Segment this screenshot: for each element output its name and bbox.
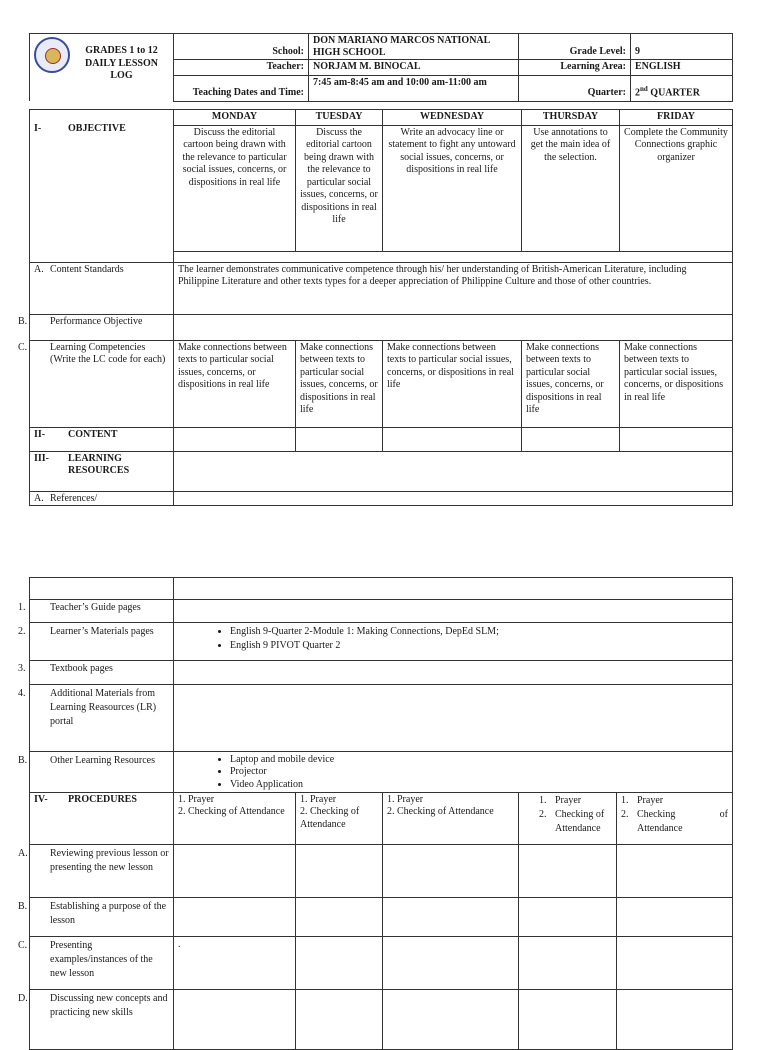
learning-resources-title: LEARNING RESOURCES (68, 452, 130, 476)
friday-prayer-text: Prayer (637, 794, 664, 806)
other-resources-value (174, 752, 733, 793)
quarter-word: QUARTER (647, 87, 700, 98)
procedures-title: PROCEDURES (68, 793, 137, 805)
prayer-text: 1. Prayer (300, 793, 337, 805)
learning-resources-value (174, 451, 733, 491)
step-a-friday (617, 844, 733, 897)
step-a-label (18, 844, 174, 897)
content-standards-label (30, 262, 174, 314)
content-tuesday (296, 427, 383, 451)
teachers-guide-value (174, 600, 733, 623)
other-resources-list (178, 754, 728, 791)
references-continued-label (30, 578, 174, 600)
teachers-guide-label (18, 600, 174, 623)
lesson-table-page1 (18, 109, 733, 506)
step-d-title: Discussing new concepts and practicing new skills (50, 992, 168, 1018)
learning-area-label: Learning Area: (519, 60, 631, 76)
grade-level-value: 9 (631, 34, 733, 60)
objective-wednesday: Write an advocacy line or statement to fight any untoward social issues, concerns, or dispositions in real life (383, 125, 522, 251)
procedures-friday (617, 792, 733, 844)
friday-attendance-num: 2. (621, 808, 629, 820)
competency-monday: Make connections between texts to particular social issues, concerns, or dispositions in real life (174, 340, 296, 427)
step-b-thursday (519, 897, 617, 936)
objective-title: OBJECTIVE (68, 123, 126, 134)
step-b-wednesday (383, 897, 519, 936)
step-d-wednesday (383, 989, 519, 1049)
friday-prayer (621, 794, 728, 808)
competency-wednesday: Make connections between texts to particular social issues, concerns, or dispositions in real life (383, 340, 522, 427)
lm-num: 2. (18, 626, 26, 637)
dates-value: 7:45 am-8:45 am and 10:00 am-11:00 am (309, 75, 519, 101)
learning-resources-label (30, 451, 174, 491)
objective-spacer (174, 251, 733, 262)
learners-materials-item: • English 9 PIVOT Quarter 2 (230, 639, 728, 653)
procedures-thursday (519, 792, 617, 844)
thursday-prayer-text: Prayer (555, 794, 582, 806)
performance-objective-label (18, 314, 174, 340)
school-value (309, 34, 519, 60)
competencies-title: Learning Competencies (Write the LC code for each) (50, 341, 166, 365)
school-label: School: (174, 34, 309, 60)
references-title: References/ (50, 492, 98, 504)
other-resources-item: • Video Application (230, 779, 728, 791)
am-title: Additional Materials from Learning Reasources (LR) portal (50, 688, 157, 727)
content-monday (174, 427, 296, 451)
thursday-attendance-text: Checking of Attendance (555, 808, 605, 834)
performance-num: B. (18, 315, 28, 327)
step-b-label (18, 897, 174, 936)
step-c-label (18, 936, 174, 989)
objective-friday: Complete the Community Connections graphic organizer (620, 125, 733, 251)
tb-num: 3. (18, 663, 26, 674)
step-a-wednesday (383, 844, 519, 897)
procedures-wednesday (383, 792, 519, 844)
other-resources-item: • Projector (230, 766, 728, 778)
additional-materials-label (18, 685, 174, 752)
quarter-number: 2 (635, 87, 640, 98)
step-c-thursday (519, 936, 617, 989)
day-thursday: THURSDAY (522, 110, 620, 126)
objective-monday: Discuss the editorial cartoon being drawn with the relevance to particular social issues, concerns, or dispositions in real life (174, 125, 296, 251)
textbook-pages-value (174, 661, 733, 685)
textbook-pages-label (18, 661, 174, 685)
friday-prayer-num: 1. (621, 794, 629, 806)
learning-area-value: ENGLISH (631, 60, 733, 76)
content-label (30, 427, 174, 451)
objective-label (30, 110, 174, 263)
learners-materials-list (178, 625, 728, 653)
procedures-monday (174, 792, 296, 844)
day-friday: FRIDAY (620, 110, 733, 126)
content-title: CONTENT (68, 428, 118, 440)
thursday-prayer (539, 794, 612, 808)
step-c-friday (617, 936, 733, 989)
step-c-monday: . (174, 936, 296, 989)
quarter-suffix: nd (640, 84, 648, 93)
quarter-label: Quarter: (519, 75, 631, 101)
quarter-value (631, 75, 733, 101)
content-standards-num: A. (34, 263, 44, 275)
teacher-value: NORJAM M. BINOCAL (309, 60, 519, 76)
step-a-thursday (519, 844, 617, 897)
prayer-text: 1. Prayer (387, 793, 424, 805)
content-standards-text: The learner demonstrates communicative competence through his/ her understanding of British-American Literature, including Philippine Literature and other texts types for a deeper appreciation of Philippine Culture and those of other countries. (174, 262, 733, 314)
school-value-line1: DON MARIANO MARCOS NATIONAL (313, 35, 491, 46)
content-standards-title: Content Standards (50, 263, 124, 275)
header-title-line2: DAILY LESSON (85, 57, 158, 69)
prayer-text: 1. Prayer (178, 793, 215, 805)
references-num: A. (34, 492, 44, 504)
school-value-line2: HIGH SCHOOL (313, 46, 386, 58)
step-d-monday (174, 989, 296, 1049)
tg-num: 1. (18, 602, 26, 613)
content-friday (620, 427, 733, 451)
step-d-num: D. (18, 992, 28, 1004)
step-b-title: Establishing a purpose of the lesson (50, 900, 167, 926)
content-wednesday (383, 427, 522, 451)
step-d-thursday (519, 989, 617, 1049)
step-a-tuesday (296, 844, 383, 897)
content-thursday (522, 427, 620, 451)
attendance-text: 2. Checking of Attendance (387, 806, 494, 818)
thursday-prayer-num: 1. (539, 794, 547, 806)
step-b-monday (174, 897, 296, 936)
step-d-friday (617, 989, 733, 1049)
procedures-num: IV- (34, 793, 48, 805)
tb-title: Textbook pages (50, 663, 113, 674)
references-continued-value (174, 578, 733, 600)
step-b-tuesday (296, 897, 383, 936)
day-monday: MONDAY (174, 110, 296, 126)
other-resources-label (18, 752, 174, 793)
step-c-wednesday (383, 936, 519, 989)
objective-thursday: Use annotations to get the main idea of the selection. (522, 125, 620, 251)
performance-objective-value (174, 314, 733, 340)
step-b-friday (617, 897, 733, 936)
friday-attendance-text: Checking of Attendance (637, 808, 729, 834)
objective-tuesday: Discuss the editorial cartoon being drawn with the relevance to particular social issues, concerns, or dispositions in real life (296, 125, 383, 251)
additional-materials-value (174, 685, 733, 752)
header-title-cell (30, 34, 174, 102)
procedures-label (30, 792, 174, 844)
learning-resources-num: III- (34, 452, 50, 464)
dates-label: Teaching Dates and Time: (174, 75, 309, 101)
day-tuesday: TUESDAY (296, 110, 383, 126)
references-value (174, 491, 733, 505)
learners-materials-value (174, 623, 733, 661)
learners-materials-item: • English 9-Quarter 2-Module 1: Making Connections, DepEd SLM; (230, 625, 728, 639)
competencies-num: C. (18, 341, 28, 353)
step-d-tuesday (296, 989, 383, 1049)
step-d-label (18, 989, 174, 1049)
header-title-line1: GRADES 1 to 12 (85, 45, 158, 56)
content-num: II- (34, 428, 46, 440)
procedures-tuesday (296, 792, 383, 844)
competency-friday: Make connections between texts to particular social issues, concerns, or dispositions in real life (620, 340, 733, 427)
lesson-table-page2 (18, 577, 733, 1050)
lm-title: Learner’s Materials pages (50, 626, 154, 637)
step-b-num: B. (18, 900, 28, 912)
thursday-attendance (539, 808, 612, 836)
step-a-monday (174, 844, 296, 897)
am-num: 4. (18, 688, 26, 699)
objective-num: I- (34, 123, 42, 134)
competency-thursday: Make connections between texts to particular social issues, concerns, or dispositions in real life (522, 340, 620, 427)
other-resources-item: • Laptop and mobile device (230, 754, 728, 766)
learners-materials-label (18, 623, 174, 661)
step-a-num: A. (18, 847, 28, 859)
friday-attendance (621, 808, 728, 836)
header-title-line3: LOG (110, 70, 133, 81)
tg-title: Teacher’s Guide pages (50, 602, 141, 613)
header-table (29, 33, 733, 102)
step-c-num: C. (18, 939, 28, 951)
deped-seal-logo (34, 37, 70, 73)
references-label (30, 491, 174, 505)
grade-level-label: Grade Level: (519, 34, 631, 60)
step-c-title: Presenting examples/instances of the new lesson (50, 939, 153, 979)
attendance-text: 2. Checking of Attendance (300, 806, 360, 830)
attendance-text: 2. Checking of Attendance (178, 806, 285, 818)
performance-title: Performance Objective (50, 315, 143, 327)
other-num: B. (18, 755, 28, 766)
teacher-label: Teacher: (174, 60, 309, 76)
step-a-title: Reviewing previous lesson or presenting the new lesson (50, 847, 169, 873)
competency-tuesday: Make connections between texts to particular social issues, concerns, or dispositions in real life (296, 340, 383, 427)
step-c-tuesday (296, 936, 383, 989)
other-title: Other Learning Resources (50, 755, 155, 766)
competencies-label (18, 340, 174, 427)
day-wednesday: WEDNESDAY (383, 110, 522, 126)
thursday-attendance-num: 2. (539, 808, 547, 820)
